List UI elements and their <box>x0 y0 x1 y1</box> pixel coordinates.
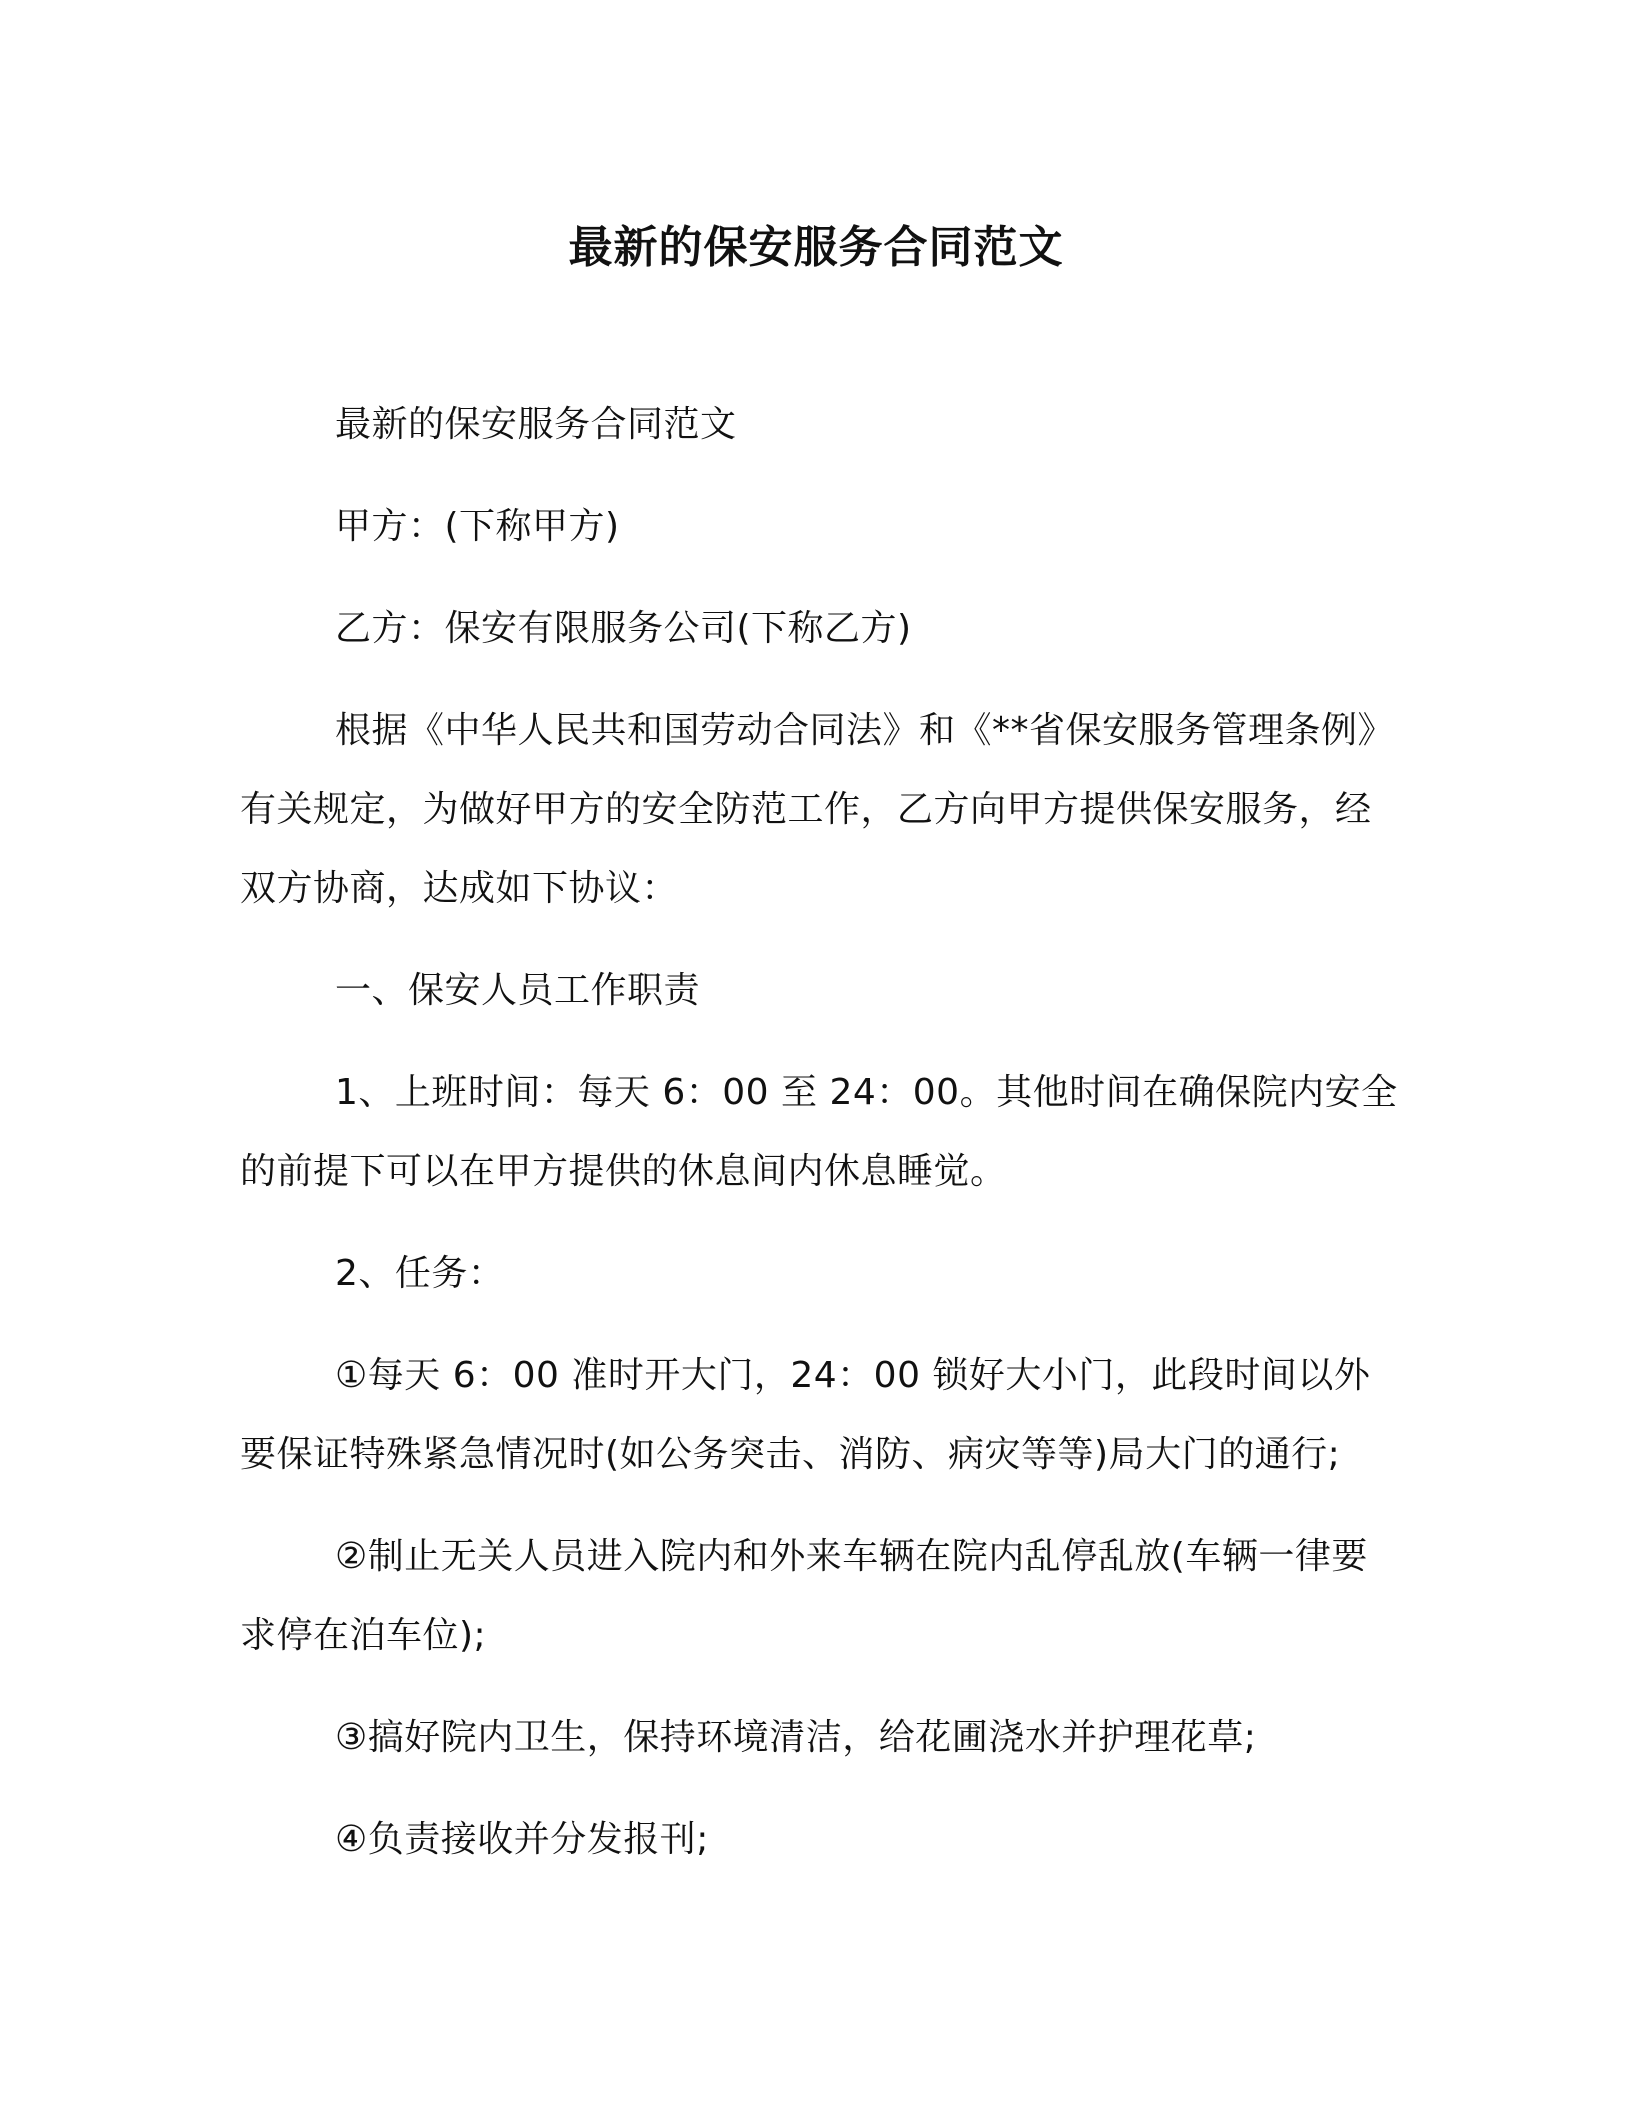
paragraph-preamble: 根据《中华人民共和国劳动合同法》和《**省保安服务管理条例》有关规定，为做好甲方的安全防范工作，乙方向甲方提供保安服务，经双方协商，达成如下协议： <box>240 710 1395 909</box>
task-item-2: ②制止无关人员进入院内和外来车辆在院内乱停乱放(车辆一律要求停在泊车位); <box>240 1536 1368 1656</box>
task-item-4: ④负责接收并分发报刊; <box>335 1819 709 1860</box>
paragraph-heading: 最新的保安服务合同范文 <box>335 404 737 445</box>
paragraph-party-b: 乙方：保安有限服务公司(下称乙方) <box>335 608 912 649</box>
section-heading-duties: 一、保安人员工作职责 <box>335 970 701 1011</box>
clause-tasks: 2、任务： <box>335 1253 505 1294</box>
clause-working-hours: 1、上班时间：每天 6：00 至 24：00。其他时间在确保院内安全的前提下可以在甲方提供的休息间内休息睡觉。 <box>240 1072 1398 1192</box>
document-body <box>240 385 1400 1902</box>
task-item-3: ③搞好院内卫生，保持环境清洁，给花圃浇水并护理花草; <box>335 1717 1257 1758</box>
task-item-1: ①每天 6：00 准时开大门，24：00 锁好大小门，此段时间以外要保证特殊紧急情况时(如公务突击、消防、病灾等等)局大门的通行; <box>240 1355 1371 1475</box>
document-title: 最新的保安服务合同范文 <box>568 222 1064 273</box>
paragraph-party-a: 甲方：(下称甲方) <box>335 506 620 547</box>
